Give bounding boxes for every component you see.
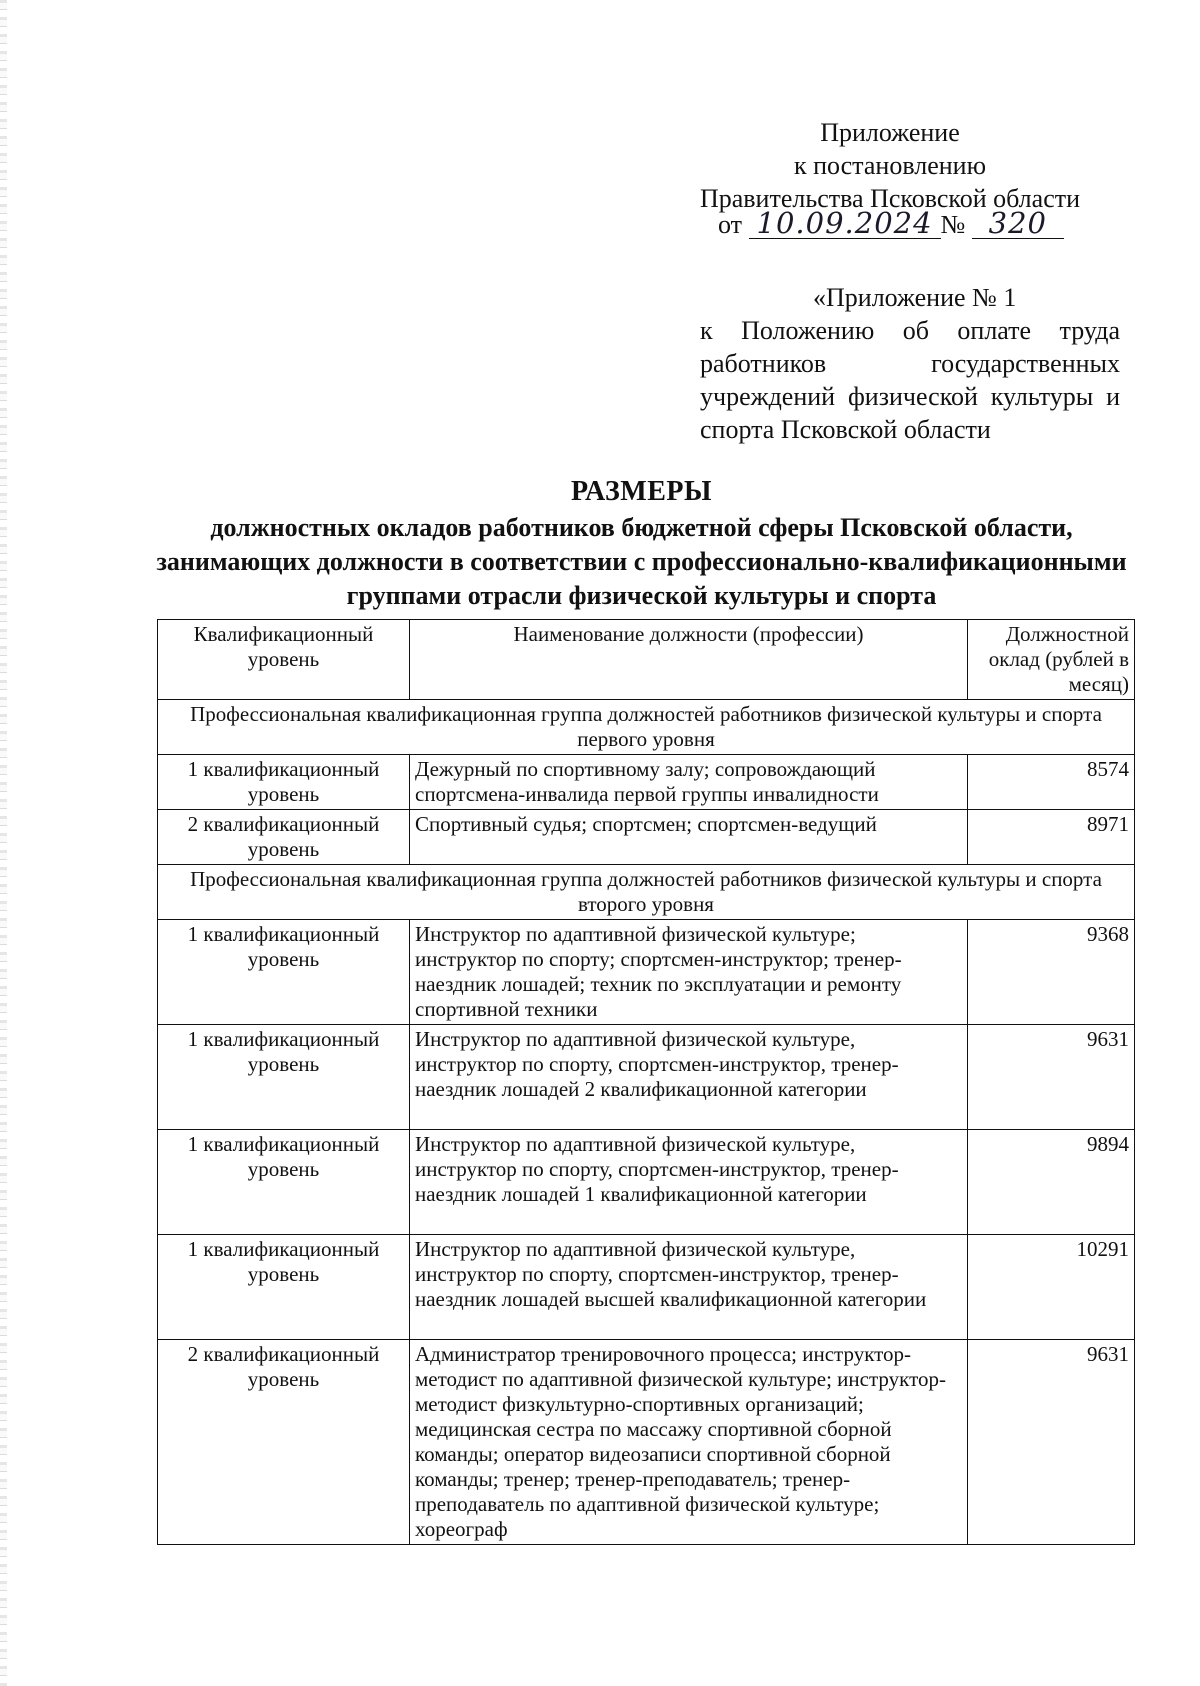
table-row [158, 1025, 1135, 1130]
positions-cell: Инструктор по адаптивной физической культуре, инструктор по спорту, спортсмен-инструктор, тренер-наездник лошадей 2 квалификационной категории [410, 1025, 968, 1130]
appendix-to-resolution: к постановлению [793, 151, 987, 180]
salary-cell: 9894 [968, 1130, 1135, 1235]
header-position-name: Наименование должности (профессии) [410, 620, 968, 700]
group-title: Профессиональная квалификационная группа должностей работников физической культуры и спорта первого уровня [158, 700, 1135, 755]
salary-cell: 9631 [968, 1025, 1135, 1130]
table-row [158, 1235, 1135, 1340]
appendix-label: Приложение [820, 118, 960, 147]
number-sign: № [940, 210, 966, 239]
group-row [158, 865, 1135, 920]
group-row [158, 700, 1135, 755]
resolution-appendix-header [660, 116, 1120, 215]
handwritten-date: 10.09.2024 [749, 208, 941, 239]
table-row [158, 810, 1135, 865]
level-cell: 1 квалификационный уровень [158, 1025, 410, 1130]
scan-edge [0, 0, 7, 1686]
document-title: РАЗМЕРЫ [570, 476, 713, 507]
salary-cell: 8971 [968, 810, 1135, 865]
level-cell: 2 квалификационный уровень [158, 1340, 410, 1545]
government-name: Правительства Псковской области [699, 184, 1081, 213]
appendix-1-title: «Приложение № 1 [813, 283, 1017, 312]
table-row [158, 755, 1135, 810]
level-cell: 1 квалификационный уровень [158, 755, 410, 810]
salary-cell: 8574 [968, 755, 1135, 810]
header-salary: Должностной оклад (рублей в месяц) [968, 620, 1135, 700]
salary-cell: 9368 [968, 920, 1135, 1025]
level-cell: 2 квалификационный уровень [158, 810, 410, 865]
group-title: Профессиональная квалификационная группа должностей работников физической культуры и спорта второго уровня [158, 865, 1135, 920]
handwritten-number: 320 [972, 208, 1064, 239]
positions-cell: Инструктор по адаптивной физической культуре; инструктор по спорту; спортсмен-инструктор; тренер-наездник лошадей; техник по эксплуатации и ремонту спортивной техники [410, 920, 968, 1025]
salary-table [157, 619, 1135, 1545]
table-row [158, 1130, 1135, 1235]
document-subtitle: должностных окладов работников бюджетной сферы Псковской области, занимающих должности в соответствии с профессионально-квалификационными группами отрасли физической культуры и спорта [156, 513, 1127, 610]
appendix-1-text: к Положению об оплате труда работников государственных учреждений физической культуры и спорта Псковской области [700, 316, 1120, 444]
resolution-date-number [718, 208, 1064, 242]
positions-cell: Администратор тренировочного процесса; инструктор-методист по адаптивной физической культуре; инструктор-методист физкультурно-спортивных организаций; медицинская сестра по массажу спортивной сборной команды; оператор видеозаписи спортивной сборной команды; тренер; тренер-преподаватель; тренер-преподаватель по адаптивной физической культуре; хореограф [410, 1340, 968, 1545]
salary-cell: 10291 [968, 1235, 1135, 1340]
table-row [158, 920, 1135, 1025]
date-prefix: от [718, 210, 743, 239]
level-cell: 1 квалификационный уровень [158, 920, 410, 1025]
table-header-row [158, 620, 1135, 700]
positions-cell: Инструктор по адаптивной физической культуре, инструктор по спорту, спортсмен-инструктор, тренер-наездник лошадей высшей квалификационной категории [410, 1235, 968, 1340]
level-cell: 1 квалификационный уровень [158, 1130, 410, 1235]
level-cell: 1 квалификационный уровень [158, 1235, 410, 1340]
header-qualification-level: Квалификационный уровень [158, 620, 410, 700]
positions-cell: Спортивный судья; спортсмен; спортсмен-ведущий [410, 810, 968, 865]
table-row [158, 1340, 1135, 1545]
positions-cell: Дежурный по спортивному залу; сопровождающий спортсмена-инвалида первой группы инвалидности [410, 755, 968, 810]
salary-cell: 9631 [968, 1340, 1135, 1545]
positions-cell: Инструктор по адаптивной физической культуре, инструктор по спорту, спортсмен-инструктор, тренер-наездник лошадей 1 квалификационной категории [410, 1130, 968, 1235]
